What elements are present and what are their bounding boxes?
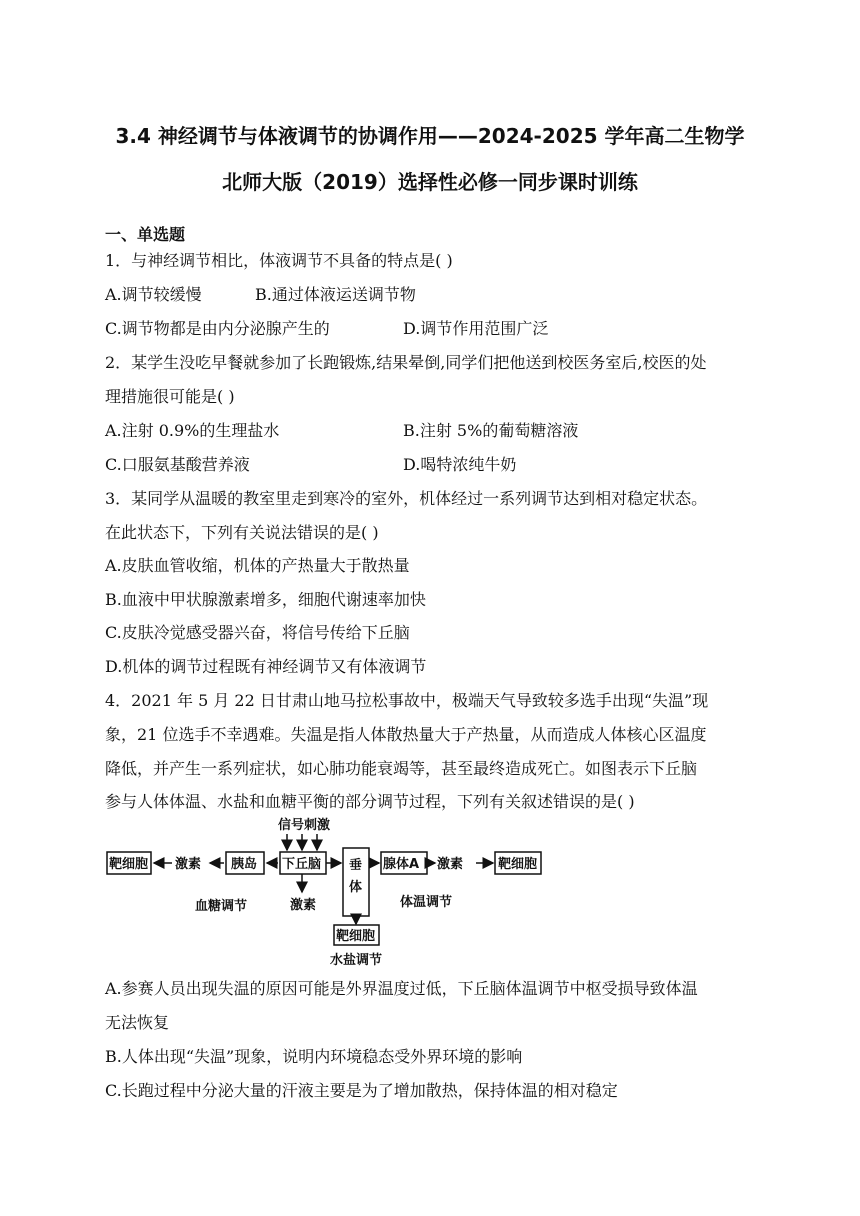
q4-stem-line1: 4．2021 年 5 月 22 日甘肃山地马拉松事故中，极端天气导致较多选手出现“失温”现 <box>105 691 709 710</box>
hormone-right-label: 激素 <box>437 857 464 872</box>
q2-option-a: A.注射 0.9%的生理盐水 <box>105 421 280 440</box>
hypothalamus-label: 下丘脑 <box>282 857 322 872</box>
q2-option-d: D.喝特浓纯牛奶 <box>403 455 517 474</box>
blood-sugar-regulation-label: 血糖调节 <box>195 899 248 914</box>
q3-stem-line2: 在此状态下，下列有关说法错误的是( ) <box>105 523 379 542</box>
page-title: 3.4 神经调节与体液调节的协调作用——2024-2025 学年高二生物学 <box>115 124 745 148</box>
q2-option-c: C.口服氨基酸营养液 <box>105 455 250 474</box>
q4-option-a-line1: A.参赛人员出现失温的原因可能是外界温度过低，下丘脑体温调节中枢受损导致体温 <box>105 979 698 998</box>
target-cell-bottom-label: 靶细胞 <box>336 929 376 944</box>
target-cell-left-label: 靶细胞 <box>109 857 149 872</box>
q1-option-c: C.调节物都是由内分泌腺产生的 <box>105 319 330 338</box>
hormone-left-label: 激素 <box>175 857 202 872</box>
q1-option-d: D.调节作用范围广泛 <box>403 319 549 338</box>
q3-stem-line1: 3．某同学从温暖的教室里走到寒冷的室外，机体经过一系列调节达到相对稳定状态。 <box>105 489 708 508</box>
q4-stem-line2: 象，21 位选手不幸遇难。失温是指人体散热量大于产热量，从而造成人体核心区温度 <box>105 725 707 744</box>
q1-option-b: B.通过体液运送调节物 <box>255 285 416 304</box>
hormone-down-label: 激素 <box>290 898 317 913</box>
q3-option-c: C.皮肤冷觉感受器兴奋，将信号传给下丘脑 <box>105 623 410 642</box>
page-subtitle: 北师大版（2019）选择性必修一同步课时训练 <box>222 170 638 194</box>
q1-option-a: A.调节较缓慢 <box>105 285 202 304</box>
regulation-diagram <box>100 812 550 972</box>
q4-stem-line3: 降低，并产生一系列症状，如心肺功能衰竭等，甚至最终造成死亡。如图表示下丘脑 <box>105 759 698 778</box>
q2-stem-line2: 理措施很可能是( ) <box>105 387 235 406</box>
gland-a-label: 腺体A <box>383 857 420 872</box>
water-salt-regulation-label: 水盐调节 <box>330 953 383 968</box>
q2-stem-line1: 2．某学生没吃早餐就参加了长跑锻炼,结果晕倒,同学们把他送到校医务室后,校医的处 <box>105 353 707 372</box>
pituitary-label-1: 垂 <box>349 858 363 873</box>
q3-option-a: A.皮肤血管收缩，机体的产热量大于散热量 <box>105 556 410 575</box>
q4-option-a-line2: 无法恢复 <box>105 1013 170 1032</box>
q1-stem: 1．与神经调节相比，体液调节不具备的特点是( ) <box>105 251 453 270</box>
signal-stimulus-label: 信号刺激 <box>278 818 331 833</box>
q4-option-b: B.人体出现“失温”现象，说明内环境稳态受外界环境的影响 <box>105 1047 523 1066</box>
pancreas-label: 胰岛 <box>231 857 258 872</box>
q4-option-c: C.长跑过程中分泌大量的汗液主要是为了增加散热，保持体温的相对稳定 <box>105 1081 618 1100</box>
q2-option-b: B.注射 5%的葡萄糖溶液 <box>403 421 579 440</box>
temperature-regulation-label: 体温调节 <box>400 895 453 910</box>
target-cell-right-label: 靶细胞 <box>498 857 538 872</box>
section-heading: 一、单选题 <box>105 225 186 244</box>
pituitary-label-2: 体 <box>349 880 363 895</box>
q4-stem-line4: 参与人体体温、水盐和血糖平衡的部分调节过程，下列有关叙述错误的是( ) <box>105 792 635 811</box>
q3-option-d: D.机体的调节过程既有神经调节又有体液调节 <box>105 657 427 676</box>
q3-option-b: B.血液中甲状腺激素增多，细胞代谢速率加快 <box>105 590 426 609</box>
